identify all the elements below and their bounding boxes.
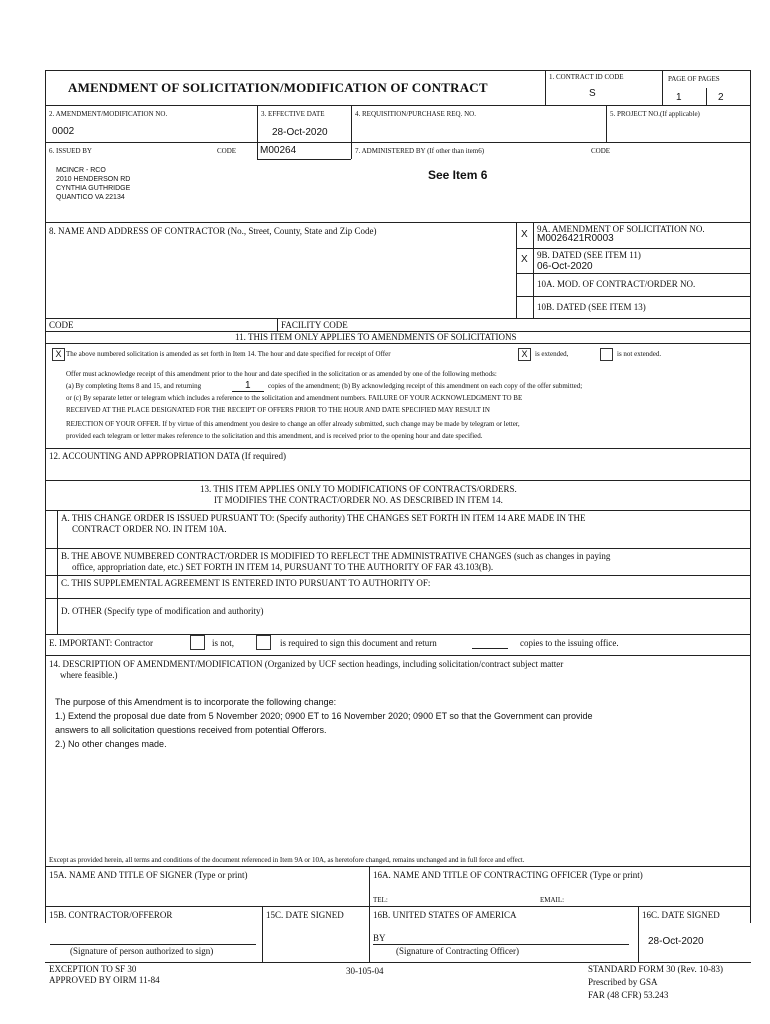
tel-label: TEL: bbox=[373, 896, 388, 904]
officer-signature-line[interactable] bbox=[373, 944, 629, 945]
total-pages: 2 bbox=[718, 92, 724, 103]
far-text: FAR (48 CFR) 53.243 bbox=[588, 990, 669, 1000]
item13-c-text: C. THIS SUPPLEMENTAL AGREEMENT IS ENTERED INTO PURSUANT TO AUTHORITY OF: bbox=[61, 578, 431, 588]
item11-title: 11. THIS ITEM ONLY APPLIES TO AMENDMENTS OF SOLICITATIONS bbox=[235, 332, 517, 342]
item14-footer: Except as provided herein, all terms and conditions of the document referenced in Item 9A or 10A, as heretofore changed, remains unchanged and in full force and effect. bbox=[49, 856, 525, 864]
item14-label: 14. DESCRIPTION OF AMENDMENT/MODIFICATION (Organized by UCF section headings, including solicitation/contract subject matter bbox=[49, 659, 564, 669]
label-15a: 15A. NAME AND TITLE OF SIGNER (Type or print) bbox=[49, 870, 248, 880]
item11-instruction-line: RECEIVED AT THE PLACE DESIGNATED FOR THE RECEIPT OF OFFERS PRIOR TO THE HOUR AND DATE SPECIFIED MAY RESULT IN bbox=[66, 406, 490, 414]
item11-instruction-line: provided each telegram or letter makes reference to the solicitation and this amendment, and is received prior to the opening hour and date specified. bbox=[66, 432, 483, 440]
form-title: AMENDMENT OF SOLICITATION/MODIFICATION OF CONTRACT bbox=[68, 80, 488, 95]
amendment-no-value: 0002 bbox=[52, 126, 75, 137]
item13-d-text: D. OTHER (Specify type of modification and authority) bbox=[61, 606, 264, 616]
label-15c: 15C. DATE SIGNED bbox=[266, 910, 344, 920]
item-e-is-not: is not, bbox=[212, 638, 235, 648]
label-16a: 16A. NAME AND TITLE OF CONTRACTING OFFICER (Type or print) bbox=[373, 870, 643, 880]
item-e-copies-text: copies to the issuing office. bbox=[520, 638, 619, 648]
issued-by-label: 6. ISSUED BY bbox=[49, 147, 92, 155]
item11-checkbox-amended[interactable]: X bbox=[52, 348, 65, 361]
item13-b-text: B. THE ABOVE NUMBERED CONTRACT/ORDER IS MODIFIED TO REFLECT THE ADMINISTRATIVE CHANGES (such as changes in paying bbox=[61, 551, 611, 561]
item14-label-2: where feasible.) bbox=[60, 670, 118, 680]
label-15b: 15B. CONTRACTOR/OFFEROR bbox=[49, 910, 173, 920]
contractor-code-label: CODE bbox=[49, 320, 74, 330]
item13-b-text-2: office, appropriation date, etc.) SET FORTH IN ITEM 14, PURSUANT TO THE AUTHORITY OF FAR 43.103(B). bbox=[72, 562, 494, 572]
mark-9a: X bbox=[521, 229, 528, 240]
prescribed-text: Prescribed by GSA bbox=[588, 977, 658, 987]
issued-by-code-label: CODE bbox=[217, 147, 237, 155]
standard-form-text: STANDARD FORM 30 (Rev. 10-83) bbox=[588, 964, 723, 974]
label-9b: 9B. DATED (SEE ITEM 11) bbox=[537, 250, 641, 260]
item11-instruction-line: copies of the amendment; (b) By acknowledging receipt of this amendment on each copy of the offer submitted; bbox=[268, 382, 583, 390]
amendment-no-label: 2. AMENDMENT/MODIFICATION NO. bbox=[49, 110, 168, 118]
item11-amended-text: The above numbered solicitation is amended as set forth in Item 14. The hour and date specified for receipt of Offer bbox=[66, 350, 391, 358]
issuer-line: MCINCR - RCO bbox=[56, 167, 106, 174]
contract-id-label: 1. CONTRACT ID CODE bbox=[549, 73, 624, 81]
item-e-label: E. IMPORTANT: Contractor bbox=[49, 638, 154, 648]
administered-by-label: 7. ADMINISTERED BY (If other than item6) bbox=[355, 147, 485, 155]
contractor-name-address-label: 8. NAME AND ADDRESS OF CONTRACTOR (No., Street, County, State and Zip Code) bbox=[49, 226, 377, 236]
item11-checkbox-not-extended[interactable] bbox=[600, 348, 613, 361]
issuer-line: QUANTICO VA 22134 bbox=[56, 194, 125, 201]
see-item-6: See Item 6 bbox=[428, 168, 488, 182]
item12-label: 12. ACCOUNTING AND APPROPRIATION DATA (If required) bbox=[49, 451, 287, 461]
issuer-line: CYNTHIA GUTHRIDGE bbox=[56, 185, 131, 192]
signature-person-caption: (Signature of person authorized to sign) bbox=[70, 946, 214, 956]
contract-id-value: S bbox=[589, 88, 596, 99]
item11-not-extended-text: is not extended. bbox=[617, 350, 662, 358]
label-10a: 10A. MOD. OF CONTRACT/ORDER NO. bbox=[537, 279, 696, 289]
item-e-copies-field[interactable] bbox=[472, 640, 508, 649]
item11-checkbox-extended[interactable]: X bbox=[518, 348, 531, 361]
date-signed-16c: 28-Oct-2020 bbox=[648, 936, 704, 947]
form-number: 30-105-04 bbox=[346, 966, 384, 976]
effective-date-value: 28-Oct-2020 bbox=[272, 127, 328, 138]
label-9a: 9A. AMENDMENT OF SOLICITATION NO. bbox=[537, 224, 705, 234]
label-16b: 16B. UNITED STATES OF AMERICA bbox=[373, 910, 517, 920]
item13-subtitle: IT MODIFIES THE CONTRACT/ORDER NO. AS DESCRIBED IN ITEM 14. bbox=[214, 495, 503, 505]
exception-text: EXCEPTION TO SF 30 bbox=[49, 964, 137, 974]
item13-title: 13. THIS ITEM APPLIES ONLY TO MODIFICATIONS OF CONTRACTS/ORDERS. bbox=[200, 484, 517, 494]
item14-body-line: 1.) Extend the proposal due date from 5 November 2020; 0900 ET to 16 November 2020; 0900 ET so that the Government can provide bbox=[55, 711, 593, 721]
item13-a-text-2: CONTRACT ORDER NO. IN ITEM 10A. bbox=[72, 524, 227, 534]
signature-officer-caption: (Signature of Contracting Officer) bbox=[396, 946, 520, 956]
item14-body-line: answers to all solicitation questions received from potential Offerors. bbox=[55, 725, 327, 735]
approved-text: APPROVED BY OIRM 11-84 bbox=[49, 975, 160, 985]
label-16c: 16C. DATE SIGNED bbox=[642, 910, 720, 920]
email-label: EMAIL: bbox=[540, 896, 565, 904]
item-e-checkbox-is-required[interactable] bbox=[256, 635, 271, 650]
label-10b: 10B. DATED (SEE ITEM 13) bbox=[537, 302, 646, 312]
page-of-pages-label: PAGE OF PAGES bbox=[668, 75, 720, 83]
value-9a: M0026421R0003 bbox=[537, 233, 614, 244]
contractor-signature-line[interactable] bbox=[50, 944, 256, 945]
item11-instruction-line: (a) By completing Items 8 and 15, and returning bbox=[66, 382, 202, 390]
page-number: 1 bbox=[676, 92, 682, 103]
item11-extended-text: is extended, bbox=[535, 350, 569, 358]
mark-9b: X bbox=[521, 254, 528, 265]
facility-code-label: FACILITY CODE bbox=[281, 320, 348, 330]
item-e-is-required: is required to sign this document and return bbox=[280, 638, 437, 648]
item13-a-text: A. THIS CHANGE ORDER IS ISSUED PURSUANT TO: (Specify authority) THE CHANGES SET FORTH IN ITEM 14 ARE MADE IN THE bbox=[61, 513, 586, 523]
item-e-checkbox-is-not[interactable] bbox=[190, 635, 205, 650]
requisition-label: 4. REQUISITION/PURCHASE REQ. NO. bbox=[355, 110, 476, 118]
project-no-label: 5. PROJECT NO.(If applicable) bbox=[610, 110, 700, 118]
administered-by-code-label: CODE bbox=[591, 147, 611, 155]
item11-copies-value: 1 bbox=[245, 380, 251, 391]
item11-instruction-line: REJECTION OF YOUR OFFER. If by virtue of this amendment you desire to change an offer already submitted, such change may be made by telegram or letter, bbox=[66, 420, 520, 428]
issued-by-code-value: M00264 bbox=[260, 145, 297, 156]
item14-body-line: 2.) No other changes made. bbox=[55, 739, 167, 749]
value-9b: 06-Oct-2020 bbox=[537, 261, 593, 272]
by-label: BY bbox=[373, 933, 386, 943]
effective-date-label: 3. EFFECTIVE DATE bbox=[261, 110, 325, 118]
item11-instruction-line: or (c) By separate letter or telegram which includes a reference to the solicitation and amendment numbers. FAILURE OF YOUR ACKNOWLEDGMENT TO BE bbox=[66, 394, 523, 402]
issuer-line: 2010 HENDERSON RD bbox=[56, 176, 131, 183]
item14-body-line: The purpose of this Amendment is to incorporate the following change: bbox=[55, 697, 337, 707]
item11-instruction-line: Offer must acknowledge receipt of this amendment prior to the hour and date specified in the solicitation or as amended by one of the following methods: bbox=[66, 370, 497, 378]
